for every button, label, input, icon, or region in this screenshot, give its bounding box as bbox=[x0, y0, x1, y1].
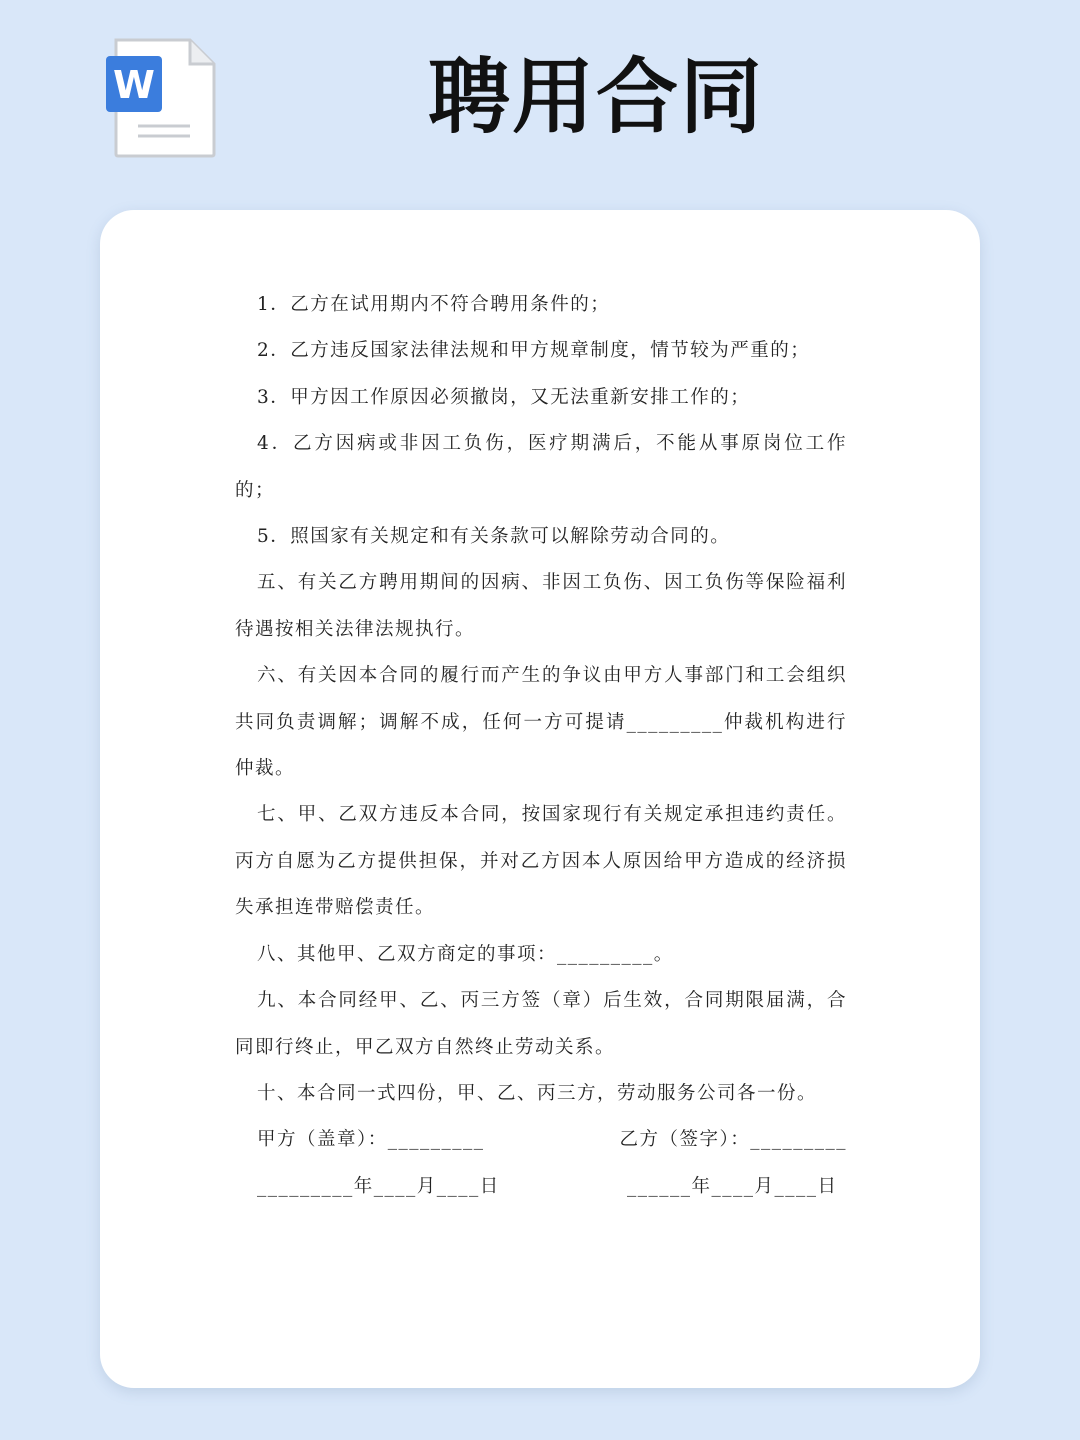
clause-5-insurance: 五、有关乙方聘用期间的因病、非因工负伤、因工负伤等保险福利待遇按相关法律法规执行。 bbox=[235, 572, 847, 640]
clause-6-disputes: 六、有关因本合同的履行而产生的争议由甲方人事部门和工会组织共同负责调解；调解不成，任何一方可提请_________仲裁机构进行仲裁。 bbox=[235, 665, 847, 780]
clause-7-liability: 七、甲、乙双方违反本合同，按国家现行有关规定承担违约责任。丙方自愿为乙方提供担保，并对乙方因本人原因给甲方造成的经济损失承担连带赔偿责任。 bbox=[235, 804, 847, 919]
clause-item-1: 1．乙方在试用期内不符合聘用条件的； bbox=[257, 294, 611, 315]
document-body bbox=[235, 282, 847, 1210]
word-document-icon bbox=[104, 36, 220, 160]
party-a-date: _________年____月____日 bbox=[257, 1175, 500, 1197]
party-b-date: ______年____月____日 bbox=[627, 1175, 838, 1197]
party-b-signature: 乙方（签字）：_________ bbox=[619, 1129, 847, 1151]
date-row bbox=[235, 1164, 847, 1210]
clause-item-5: 5．照国家有关规定和有关条款可以解除劳动合同的。 bbox=[257, 526, 731, 548]
word-badge-letter: W bbox=[113, 63, 155, 107]
clause-item-3: 3．甲方因工作原因必须撤岗，又无法重新安排工作的； bbox=[257, 386, 751, 408]
clause-10-copies: 十、本合同一式四份，甲、乙、丙三方，劳动服务公司各一份。 bbox=[257, 1082, 818, 1104]
clause-8-other: 八、其他甲、乙双方商定的事项：_________。 bbox=[257, 943, 674, 965]
clause-9-effective: 九、本合同经甲、乙、丙三方签（章）后生效，合同期限届满，合同即行终止，甲乙双方自然终止劳动关系。 bbox=[235, 990, 847, 1058]
page-title: 聘用合同 bbox=[428, 50, 765, 145]
party-a-signature: 甲方（盖章）：_________ bbox=[257, 1129, 485, 1151]
signature-row bbox=[235, 1117, 847, 1163]
clause-item-2: 2．乙方违反国家法律法规和甲方规章制度，情节较为严重的； bbox=[257, 340, 811, 362]
clause-item-4: 4．乙方因病或非因工负伤，医疗期满后，不能从事原岗位工作的； bbox=[235, 433, 847, 501]
document-card bbox=[100, 210, 980, 1388]
